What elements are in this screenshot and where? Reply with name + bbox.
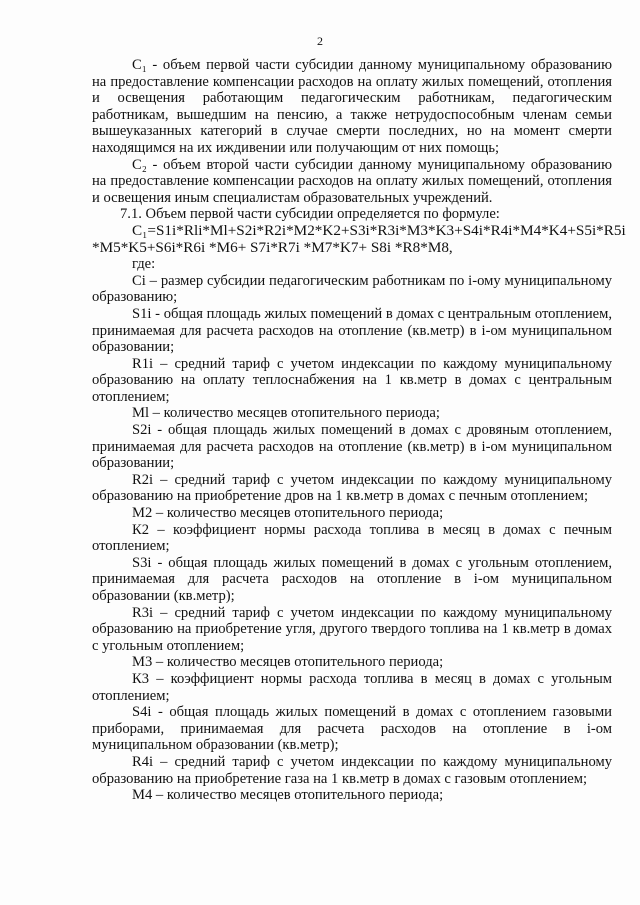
paragraph-c1-definition: С₁ - объем первой части субсидии данному муниципальному образованию на предоставление компенсации расходов на оплату жилых помещений, отопления и освещения работающим педагогическим работникам, педагогическим работникам, вышедшим на пенсию, а также нетрудоспособным членам семьи вышеуказанных категорий в случае смерти последних, но на момент смерти находящимся на их иждивении или получающим от них помощь;	[92, 57, 612, 156]
paragraph-m3-definition: M3 – количество месяцев отопительного периода;	[132, 654, 444, 671]
paragraph-m4-definition: M4 – количество месяцев отопительного периода;	[132, 787, 444, 804]
paragraph-r3i-definition: R3i – средний тариф с учетом индексации по каждому муниципальному образованию на приобретение угля, другого твердого топлива на 1 кв.метр в домах с угольным отоплением;	[92, 604, 612, 654]
paragraph-c2-definition: С₂ - объем второй части субсидии данному муниципальному образованию на предоставление компенсации расходов на оплату жилых помещений, отопления и освещения иным специалистам образовательных учреждений.	[92, 156, 612, 206]
page-number: 2	[317, 34, 323, 48]
document-body	[92, 57, 626, 804]
paragraph-k3-definition: К3 – коэффициент нормы расхода топлива в месяц в домах с угольным отоплением;	[92, 670, 612, 704]
paragraph-r1i-definition: R1i – средний тариф с учетом индексации по каждому муниципальному образованию на оплату теплоснабжения на 1 кв.метр в домах с центральным отоплением;	[92, 355, 612, 405]
paragraph-where: где:	[132, 256, 156, 273]
paragraph-m2-definition: M2 – количество месяцев отопительного периода;	[132, 505, 444, 522]
formula-line-2: *M5*K5+S6i*R6i *M6+ S7i*R7i *M7*K7+ S8i *R8*M8,	[92, 238, 453, 256]
paragraph-m1-definition: Ml – количество месяцев отопительного периода;	[132, 405, 440, 422]
paragraph-s4i-definition: S4i - общая площадь жилых помещений в домах с отоплением газовыми приборами, принимаемая для расчета расходов на отопление в i-ом муниципальном образовании (кв.метр);	[92, 704, 612, 754]
paragraph-r4i-definition: R4i – средний тариф с учетом индексации по каждому муниципальному образованию на приобретение газа на 1 кв.метр в домах с газовым отоплением;	[92, 753, 612, 787]
paragraph-r2i-definition: R2i – средний тариф с учетом индексации по каждому муниципальному образованию на приобретение дров на 1 кв.метр в домах с печным отоплением;	[92, 471, 612, 505]
paragraph-s2i-definition: S2i - общая площадь жилых помещений в домах с дровяным отоплением, принимаемая для расчета расходов на отопление (кв.метр) в i-ом муниципальном образовании;	[92, 422, 612, 472]
paragraph-item-7-1: 7.1. Объем первой части субсидии определяется по формуле:	[120, 206, 500, 223]
paragraph-s1i-definition: S1i - общая площадь жилых помещений в домах с центральным отоплением, принимаемая для расчета расходов на отопление (кв.метр) в i-ом муниципальном образовании;	[92, 305, 612, 356]
paragraph-ci-definition: Ci – размер субсидии педагогическим работникам по i-ому муниципальному образованию;	[92, 272, 612, 306]
paragraph-k2-definition: К2 – коэффициент нормы расхода топлива в месяц в домах с печным отоплением;	[92, 521, 612, 555]
formula-line-1: C₁=S1i*Rli*Ml+S2i*R2i*M2*K2+S3i*R3i*M3*K3+S4i*R4i*M4*K4+S5i*R5i	[132, 221, 626, 239]
paragraph-s3i-definition: S3i - общая площадь жилых помещений в домах с угольным отоплением, принимаемая для расчета расходов на отопление в i-ом муниципальном образовании (кв.метр);	[92, 554, 612, 604]
